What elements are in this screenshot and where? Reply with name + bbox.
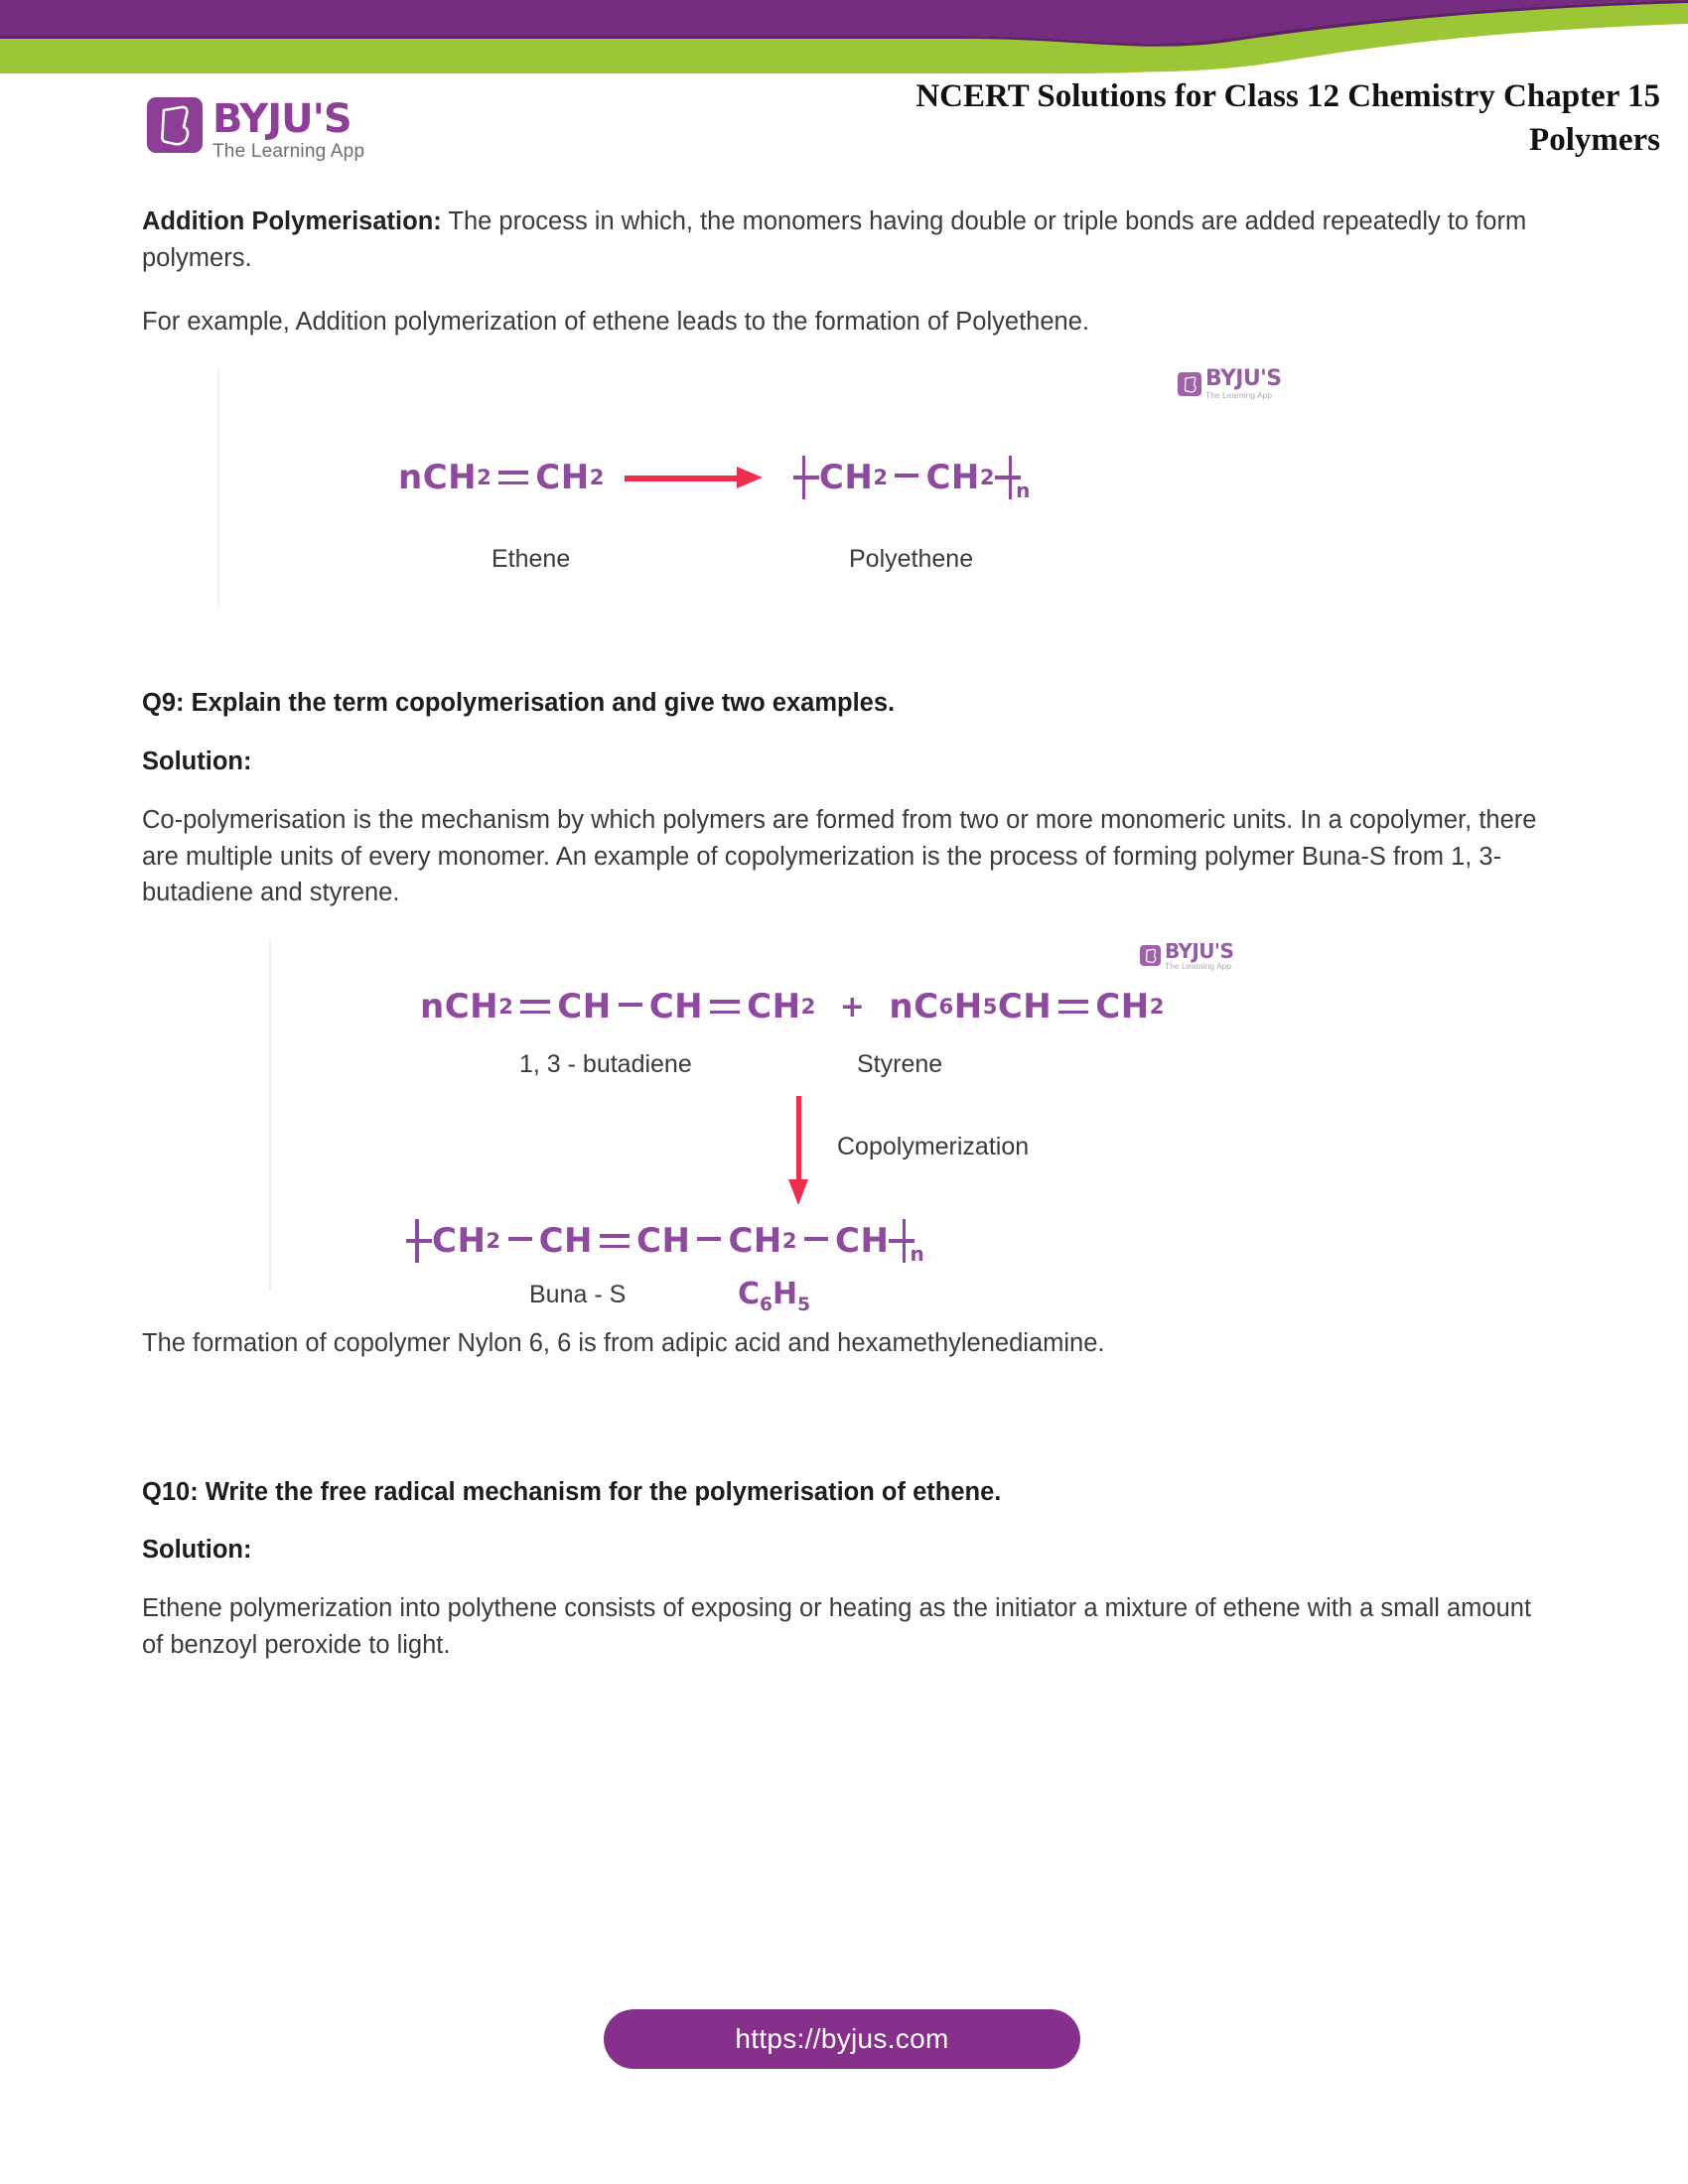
- phenyl-h-sub: 5: [797, 1295, 811, 1315]
- equation-row-product: [406, 1219, 929, 1266]
- figure-buna-s-copolymerisation: [142, 939, 1537, 1315]
- styrene-c: nC: [889, 987, 939, 1026]
- byjus-url-text: https://byjus.com: [735, 2023, 949, 2054]
- phenyl-c: C: [738, 1277, 761, 1311]
- butadiene-ch-c: CH: [648, 987, 704, 1026]
- product-bracket-left-icon: [406, 1219, 432, 1263]
- arrow-head: [737, 467, 763, 488]
- double-bond-icon: [498, 471, 528, 484]
- figure-ethene-to-polyethene: [142, 368, 1537, 607]
- product-repeat-index-n: n: [910, 1242, 925, 1266]
- watermark2-logo-mark: [1140, 945, 1161, 966]
- watermark-tagline: The Learning App: [1205, 390, 1273, 401]
- solution-label-q9: Solution:: [142, 747, 252, 775]
- buna-unit-chb: CH: [538, 1221, 594, 1261]
- paragraph-nylon-66: The formation of copolymer Nylon 6, 6 is from adipic acid and hexamethylenediamine.: [142, 1329, 1105, 1357]
- butadiene-ch-b: CH: [557, 987, 612, 1026]
- butadiene-single-bond-icon: [619, 1003, 642, 1007]
- product-buna-s-formula: CH 2 CH CH CH 2 CH n: [406, 1219, 929, 1263]
- buna-unit-chc: CH: [636, 1221, 691, 1261]
- reactant-styrene-formula: nC 6 H 5 CH CH 2: [889, 987, 1165, 1026]
- watermark-brand: BYJU'S: [1205, 366, 1282, 392]
- byjus-brand-name: BYJU'S: [212, 96, 352, 142]
- page-title-line2: Polymers: [1529, 121, 1660, 158]
- term-addition-polymerisation: Addition Polymerisation:: [142, 207, 442, 235]
- paragraph-example-ethene: For example, Addition polymerization of ethene leads to the formation of Polyethene.: [142, 308, 1089, 337]
- single-bond-icon: [895, 474, 918, 478]
- header-banner: [0, 0, 1688, 79]
- watermark-text: [1205, 368, 1282, 400]
- buna-double-bond-icon: [600, 1234, 630, 1248]
- page-title: [915, 75, 1660, 162]
- reactant-butadiene-formula: nCH 2 CH CH CH 2: [420, 987, 816, 1026]
- styrene-ch: CH: [997, 987, 1053, 1026]
- styrene-ch2: CH: [1095, 987, 1150, 1026]
- arrow-v-shaft: [796, 1096, 801, 1183]
- butadiene-double-bond-2-icon: [710, 1000, 740, 1014]
- styrene-double-bond-icon: [1058, 1000, 1088, 1014]
- watermark-logo-mark: [1178, 372, 1201, 396]
- styrene-h: H: [953, 987, 983, 1026]
- equation-row-monomers: [420, 987, 1165, 1026]
- watermark2-text: [1165, 941, 1233, 971]
- butadiene-ch2a: nCH: [420, 987, 499, 1026]
- equation-row-ethene: [398, 456, 1036, 503]
- reaction-arrow-icon: [625, 466, 774, 489]
- caption-styrene: Styrene: [857, 1050, 943, 1078]
- product-unit-ch2a: CH: [818, 458, 874, 498]
- reactant-ethene-ch2b: CH: [535, 458, 590, 498]
- reactant-ethene-formula: nCH 2 CH 2: [398, 458, 605, 498]
- buna-unit-che: CH: [835, 1221, 890, 1261]
- product-unit-ch2b: CH: [925, 458, 980, 498]
- arrow-v-head: [788, 1179, 808, 1205]
- watermark2-tagline: The Learning App: [1165, 961, 1232, 971]
- caption-ethene: Ethene: [492, 545, 571, 574]
- reactant-ethene-ch2a: nCH: [398, 458, 478, 498]
- document-body: [142, 204, 1537, 1692]
- watermark2-brand: BYJU'S: [1165, 939, 1234, 963]
- paragraph-copolymerisation: Co-polymerisation is the mechanism by which polymers are formed from two or more monomeric units. In a copolymer, there are multiple units of every monomer. An example of copolymerization is the process of forming polymer Buna-S from 1, 3-butadiene and styrene.: [142, 805, 1537, 907]
- paragraph-addition-polymerisation-text: The process in which, the monomers having double or triple bonds are added repeatedly to form polymers.: [142, 207, 1527, 272]
- buna-unit-ch2a: CH: [432, 1221, 487, 1261]
- repeat-unit-bracket-left-icon: [793, 456, 819, 499]
- byjus-logo-text: [212, 97, 364, 161]
- product-polyethene-formula: CH 2 CH 2 n: [793, 456, 1036, 499]
- caption-butadiene: 1, 3 - butadiene: [519, 1050, 692, 1078]
- arrow-shaft: [625, 476, 744, 481]
- paragraph-addition-polymerisation: [142, 204, 1537, 276]
- butadiene-double-bond-1-icon: [520, 1000, 550, 1014]
- butadiene-ch2d: CH: [747, 987, 801, 1026]
- byjus-logo-mark: [147, 97, 203, 153]
- question-q9-heading: Q9: Explain the term copolymerisation and give two examples.: [142, 689, 896, 718]
- copolymerization-arrow-icon: [787, 1096, 811, 1205]
- phenyl-c-sub: 6: [760, 1295, 773, 1315]
- byjus-tagline: The Learning App: [212, 141, 365, 162]
- phenyl-h: H: [772, 1277, 798, 1311]
- figure2-left-rule: [269, 939, 271, 1292]
- buna-single-bond-2-icon: [697, 1237, 721, 1241]
- solution-label-q10: Solution:: [142, 1536, 252, 1565]
- buna-single-bond-1-icon: [508, 1237, 532, 1241]
- byjus-url-button[interactable]: [604, 2009, 1080, 2069]
- figure-left-rule: [217, 368, 219, 607]
- paragraph-free-radical-mechanism: Ethene polymerization into polythene consists of exposing or heating as the initiator a mixture of ethene with a small amount of benzoyl peroxide to light.: [142, 1594, 1532, 1660]
- caption-polyethene: Polyethene: [849, 545, 974, 574]
- figure2-watermark: [1140, 941, 1233, 971]
- caption-phenyl-sidegroup: [738, 1277, 811, 1315]
- figure-watermark: [1178, 368, 1282, 400]
- buna-unit-ch2d: CH: [728, 1221, 782, 1261]
- plus-sign: +: [839, 989, 866, 1024]
- caption-buna-s: Buna - S: [529, 1281, 627, 1308]
- byjus-logo: [147, 97, 364, 161]
- repeat-index-n: n: [1016, 478, 1031, 503]
- buna-single-bond-3-icon: [804, 1237, 828, 1241]
- caption-copolymerization: Copolymerization: [837, 1133, 1030, 1160]
- question-q10-heading: Q10: Write the free radical mechanism for the polymerisation of ethene.: [142, 1477, 1002, 1506]
- page-title-line1: NCERT Solutions for Class 12 Chemistry Chapter 15: [915, 78, 1660, 114]
